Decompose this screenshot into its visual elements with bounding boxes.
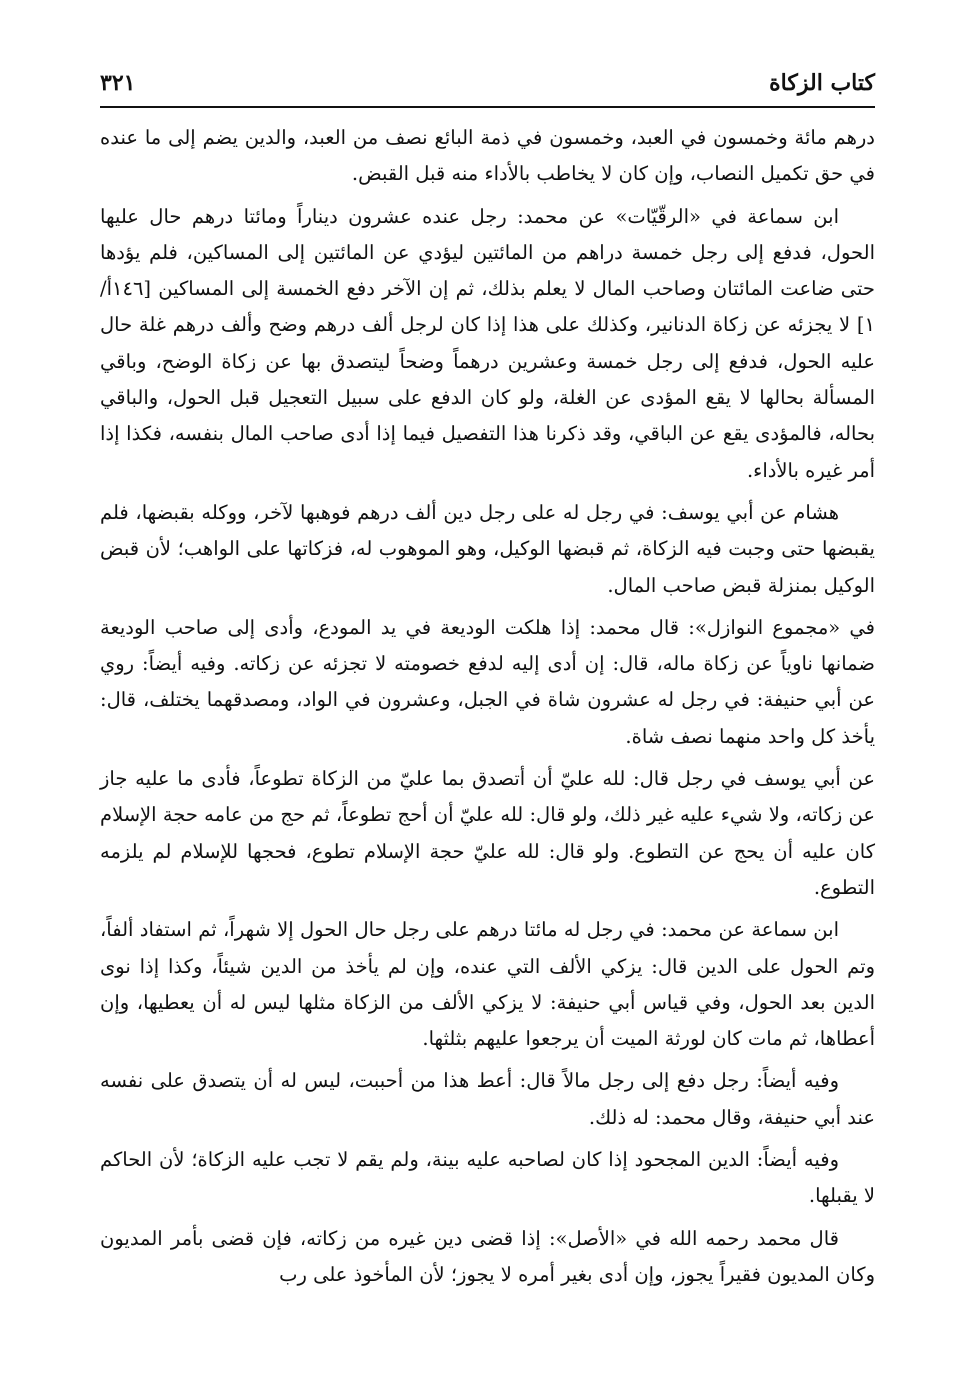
header-rule bbox=[100, 106, 875, 108]
paragraph: في «مجموع النوازل»: قال محمد: إذا هلكت الوديعة في يد المودع، وأدى إلى صاحب الوديعة ضمانها ناوياً عن زكاة ماله، قال: إن أدى إليه لدفع خصومته لا تجزئه عن زكاته. وفيه أيضاً: روي عن أبي حنيفة: في رجل له عشرون شاة في الجبل، وعشرون في الواد، ومصدقهما يختلف، قال: يأخذ كل واحد منهما نصف شاة. bbox=[100, 615, 875, 748]
paragraph: ابن سماعة في «الرقّيّات» عن محمد: رجل عنده عشرون ديناراً ومائتا درهم حال عليها الحول، فدفع إلى رجل خمسة دراهم من المائتين ليؤدي عن المائتين إلى المساكين، فلم يؤدها حتى ضاعت المائتان وصاحب المال لا يعلم بذلك، ثم إن الآخر دفع الخمسة إلى المساكين [١٤٦أ/١] لا يجزئه عن زكاة الدنانير، وكذلك على هذا إذا كان لرجل ألف درهم وضح وألف درهم غلة حال عليه الحول، فدفع إلى رجل خمسة وعشرين درهماً وضحاً ليتصدق بها عن زكاة الوضح، وباقي المسألة بحالها لا يقع المؤدى عن الغلة، ولو كان الدفع على سبيل التعجيل قبل الحول، والباقي بحاله، فالمؤدى يقع عن الباقي، وقد ذكرنا هذا التفصيل فيما إذا أدى صاحب المال بنفسه، فكذا إذا أمر غيره بالأداء. bbox=[100, 204, 875, 482]
paragraph: وفيه أيضاً: الدين المجحود إذا كان لصاحبه عليه بينة، ولم يقم لا تجب عليه الزكاة؛ لأن الحاكم لا يقبلها. bbox=[100, 1148, 875, 1208]
paragraph: هشام عن أبي يوسف: في رجل له على رجل دين ألف درهم فوهبها لآخر، ووكله بقبضها، فلم يقبضها حتى وجبت فيه الزكاة، ثم قبضها الوكيل، وهو الموهوب له، فزكاتها على الواهب؛ لأن قبض الوكيل بمنزلة قبض صاحب المال. bbox=[100, 500, 875, 597]
paragraph: ابن سماعة عن محمد: في رجل له مائتا درهم على رجل حال الحول إلا شهراً، ثم استفاد ألفاً، وتم الحول على الدين قال: يزكي الألف التي عنده، وإن لم يأخذ من الدين شيئاً، وكذا إذا نوى الدين بعد الحول، وفي قياس أبي حنيفة: لا يزكي الألف من الزكاة مثلها ليس له أن يعطيها، وإن أعطاها، ثم مات كان لورثة الميت أن يرجعوا عليهم بثلثها. bbox=[100, 918, 875, 1051]
book-title: كتاب الزكاة bbox=[769, 70, 875, 96]
paragraph: وفيه أيضاً: رجل دفع إلى رجل مالاً قال: أعط هذا من أحببت، ليس له أن يتصدق على نفسه عند أبي حنيفة، وقال محمد: له ذلك. bbox=[100, 1069, 875, 1129]
running-header bbox=[100, 56, 875, 98]
paragraph: عن أبي يوسف في رجل قال: لله عليّ أن أتصدق بما عليّ من الزكاة تطوعاً، فأدى ما عليه جاز عن زكاته، ولا شيء عليه غير ذلك، ولو قال: لله عليّ أن أحج تطوعاً، ثم حج من عامه حجة الإسلام كان عليه أن يحج عن التطوع. ولو قال: لله عليّ حجة الإسلام تطوع، فحجها للإسلام لم يلزمه التطوع. bbox=[100, 767, 875, 899]
paragraph: قال محمد رحمه الله في «الأصل»: إذا قضى دين غيره من زكاته، فإن قضى بأمر المديون وكان المديون فقيراً يجوز، وإن أدى بغير أمره لا يجوز؛ لأن المأخوذ على رب bbox=[100, 1226, 875, 1286]
page-body bbox=[100, 120, 875, 1293]
paragraph: درهم مائة وخمسون في العبد، وخمسون في ذمة البائع نصف من العبد، والدين يضم إلى ما عنده في حق تكميل النصاب، وإن كان لا يخاطب بالأداء منه قبل القبض. bbox=[100, 126, 875, 186]
page-number: ٣٢١ bbox=[100, 70, 136, 96]
